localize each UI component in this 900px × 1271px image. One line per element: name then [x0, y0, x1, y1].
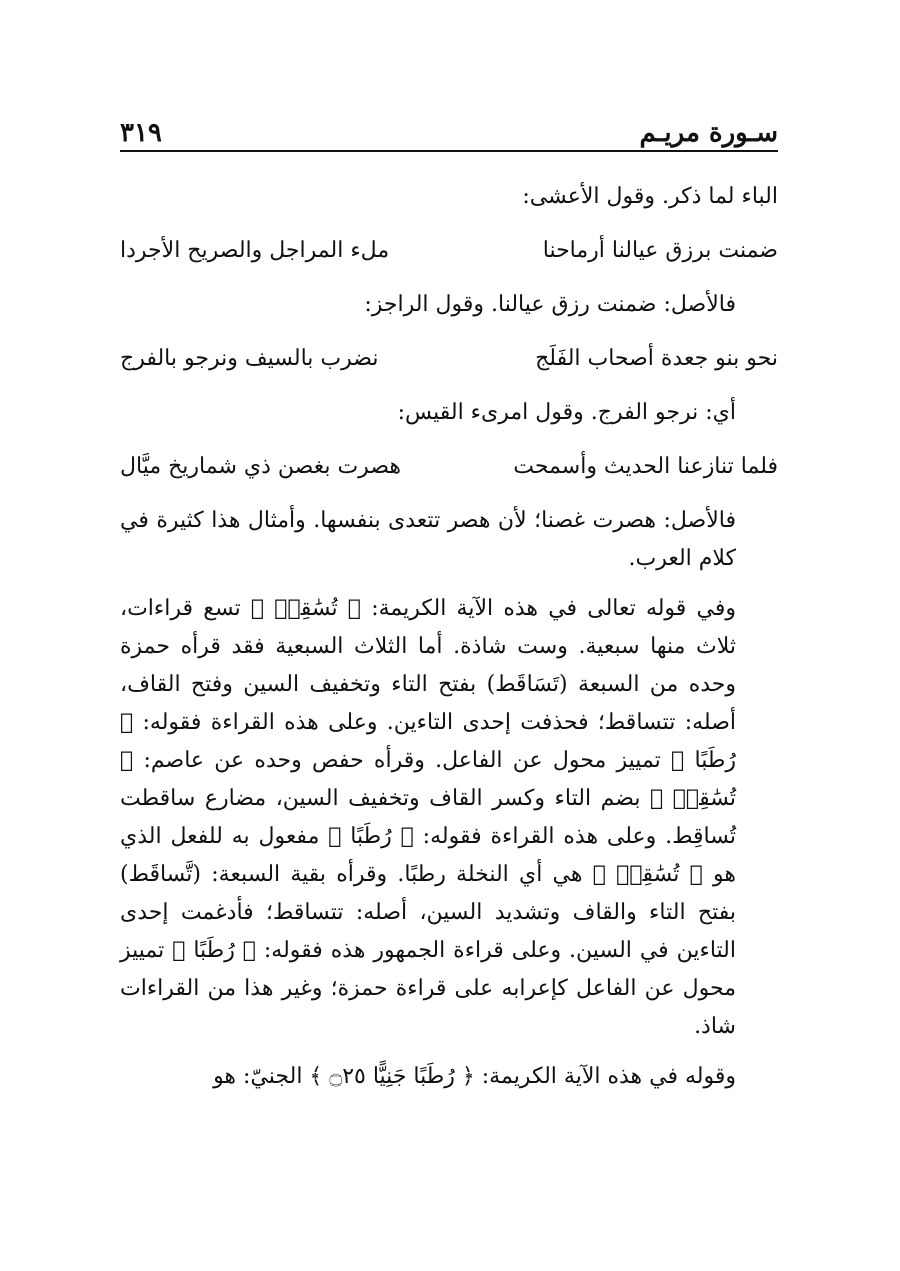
page-body	[120, 178, 778, 1096]
text-line-asl-2: أي: نرجو الفرج. وقول امرىء القيس:	[397, 400, 736, 425]
verse-second-hemistich: نضرب بالسيف ونرجو بالفرج	[120, 346, 379, 371]
paragraph-qiraat: وفي قوله تعالى في هذه الآية الكريمة: ﴿ تُسَٰقِطۡ ﴾ تسع قراءات، ثلاث منها سبعية. وست شاذة. أما الثلاث السبعية فقد قرأه حمزة وحده من السبعة (تَسَاقَط) بفتح التاء وتخفيف السين وفتح القاف، أصله: تتساقط؛ فحذفت إحدى التاءين. وعلى هذه القراءة فقوله: ﴿ رُطَبًا ﴾ تمييز محول عن الفاعل. وقرأه حفص وحده عن عاصم: ﴿ تُسَٰقِطۡ ﴾ بضم التاء وكسر القاف وتخفيف السين، مضارع ساقطت تُساقِط. وعلى هذه القراءة فقوله: ﴿ رُطَبًا ﴾ مفعول به للفعل الذي هو ﴿ تُسَٰقِطۡ ﴾ هي أي النخلة رطبًا. وقرأه بقية السبعة: (تَّساقَط) بفتح التاء والقاف وتشديد السين، أصله: تتساقط؛ فأدغمت إحدى التاءين في السين. وعلى قراءة الجمهور هذه فقوله: ﴿ رُطَبًا ﴾ تمييز محول عن الفاعل كإعرابه على قراءة حمزة؛ وغير هذا من القراءات شاذ.	[120, 596, 736, 1039]
poetry-verse-imru-alqays	[120, 448, 778, 486]
book-page	[120, 108, 778, 1108]
paragraph-asl-hasar: فالأصل: هصرت غصنا؛ لأن هصر تتعدى بنفسها. وأمثال هذا كثيرة في كلام العرب.	[120, 508, 736, 571]
poetry-verse-aasha	[120, 232, 778, 270]
surah-title: سـورة مريـم	[639, 118, 778, 148]
verse-second-hemistich: هصرت بغصن ذي شماريخ ميَّال	[120, 454, 401, 479]
running-header	[120, 108, 778, 152]
verse-second-hemistich: ملء المراجل والصريح الأجردا	[120, 238, 390, 263]
page-number: ٣١٩	[120, 118, 162, 148]
verse-first-hemistich: فلما تنازعنا الحديث وأسمحت	[513, 454, 778, 479]
verse-first-hemistich: نحو بنو جعدة أصحاب الفَلَج	[535, 346, 778, 371]
poetry-verse-rajiz	[120, 340, 778, 378]
paragraph-janiyy: وقوله في هذه الآية الكريمة: ﴿ رُطَبًا جَنِيًّا ۝٢٥ ﴾ الجنيّ: هو	[213, 1064, 736, 1089]
text-line-asl-1: فالأصل: ضمنت رزق عيالنا. وقول الراجز:	[364, 292, 736, 317]
text-line-intro: الباء لما ذكر. وقول الأعشى:	[522, 184, 778, 209]
verse-first-hemistich: ضمنت برزق عيالنا أرماحنا	[542, 238, 778, 263]
